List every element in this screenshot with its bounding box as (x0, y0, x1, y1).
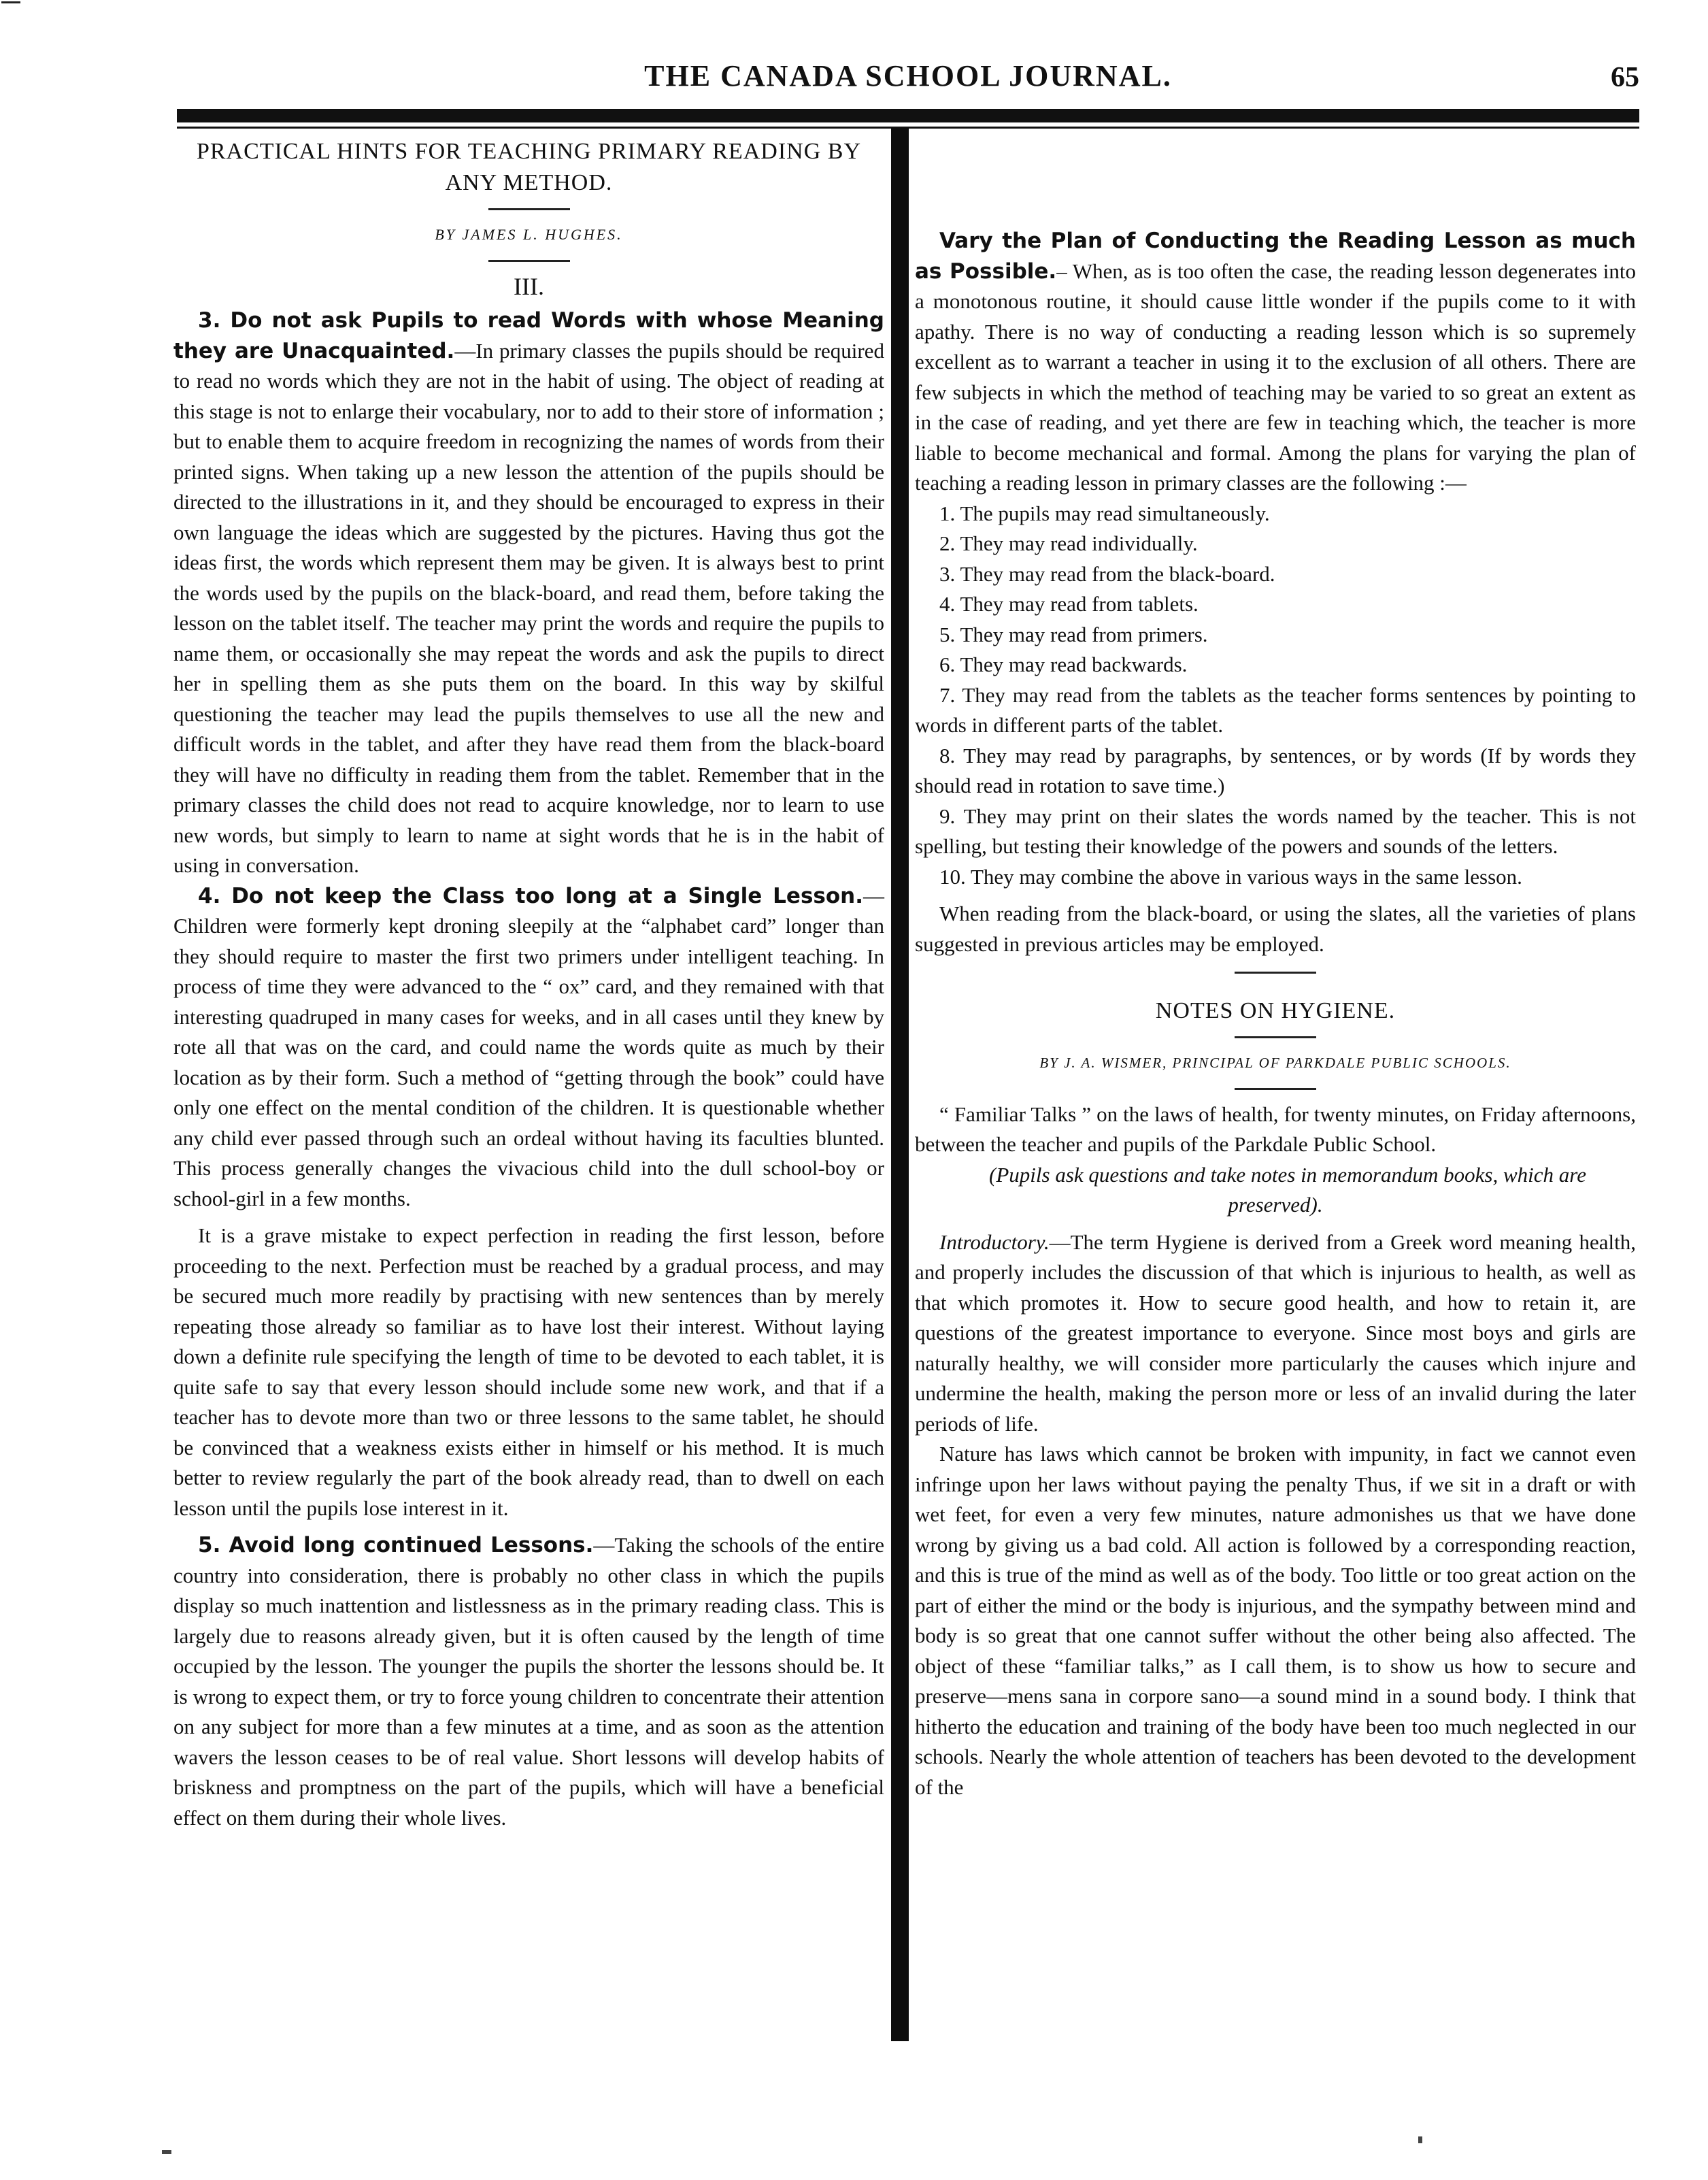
introductory-label: Introductory. (939, 1229, 1050, 1254)
section-5-paragraph (173, 1530, 884, 1833)
list-item: 5. They may read from primers. (939, 622, 1208, 646)
right-column (915, 136, 1636, 1802)
page-header (177, 59, 1639, 106)
hygiene-note: (Pupils ask questions and take notes in memorandum books, which are preserved). (989, 1162, 1586, 1217)
section-3-heading: 3. Do not ask Pupils to read Words with whose Meaning they are Unacquainted. (173, 308, 884, 363)
paragraph-gap (915, 1221, 1636, 1227)
vary-heading: Vary the Plan of Conducting the Reading Lesson as much as Possible. (915, 229, 1636, 284)
vary-body: – When, as is too often the case, the reading lesson degenerates into a monotonous routine, it should cause little wonder if the pupils come to it with apathy. There is no way of conducting a reading lesson which is so supremely excellent as to warrant a teacher in using it to the exclusion of all others. There are few subjects in which the method of teaching may be varied to so great an extent as in the case of reading, and yet there are few in teaching which, the teacher is more liable to become mechanical and formal. Among the plans for varying the plan of teaching a reading lesson in primary classes are the following :— (915, 259, 1636, 495)
list-item: 1. The pupils may read simultaneously. (939, 501, 1270, 525)
list-item: 3. They may read from the black-board. (939, 561, 1275, 586)
section-4-heading: 4. Do not keep the Class too long at a Single Lesson. (198, 883, 863, 908)
section-5-body: —Taking the schools of the entire country into consideration, there is probably no other class in which the pupils display so much inattention and listlessness as in the primary reading class. This is largely due to reasons already given, but it is often caused by the length of time occupied by the lesson. The younger the pupils the shorter the lessons should be. It is wrong to expect them, or try to force young children to concentrate their attention on any subject for more than a few minutes at a time, and as soon as the attention wavers the lesson ceases to be of real value. Short lessons will develop habits of briskness and promptness on the part of the pupils, which will have a beneficial effect on them during their whole lives. (173, 1533, 884, 1830)
paragraph-gap (915, 892, 1636, 899)
left-column (173, 136, 884, 1833)
section-5-heading: 5. Avoid long continued Lessons. (198, 1533, 594, 1557)
list-item: 9. They may print on their slates the words named by the teacher. This is not spelling, but testing their knowledge of the powers and sounds of the letters. (915, 804, 1636, 858)
vary-paragraph (915, 226, 1636, 499)
article-divider (1235, 972, 1316, 974)
page-mark (162, 2150, 171, 2154)
title-divider (1235, 1036, 1316, 1038)
section-3-paragraph (173, 305, 884, 881)
header-rule (177, 109, 1639, 122)
reading-plans-list (915, 499, 1636, 893)
section-4-paragraph-2: It is a grave mistake to expect perfection in reading the first lesson, before proceeding to the next. Perfection must be reached by a gradual process, and may be secured much more readily by practising with new sentences than by merely repeating those already so familiar as to have lost their interest. Without laying down a definite rule specifying the length of time to be devoted to each tablet, it is quite safe to say that every lesson should include some new work, and that if a teacher has to devote more than two or three lessons to the same tablet, he should be convinced that a weakness exists either in himself or his method. It is much better to review regularly the part of the book already read, than to dwell on each lesson until the pupils lose interest in it. (173, 1223, 884, 1520)
introductory-paragraph (915, 1227, 1636, 1440)
byline-divider (1235, 1088, 1316, 1090)
corner-mark (1, 1, 20, 3)
journal-title: THE CANADA SCHOOL JOURNAL. (644, 59, 1172, 93)
title-divider (488, 208, 570, 210)
list-item: 10. They may combine the above in various ways in the same lesson. (939, 864, 1522, 889)
paragraph-gap (173, 1523, 884, 1530)
section-4-body: —Children were formerly kept droning sleepily at the “alphabet card” longer than they should require to master the first two primers under intelligent teaching. In process of time they were advanced to the “ ox” card, and they remained with that interesting quadruped in many cases for weeks, and in all cases until they knew by rote all that was on the card, and could name the words quite as much by their location as by their form. Such a method of “getting through the book” could have only one effect on the mental condition of the children. It is questionable whether any child ever passed through such an ordeal without having its faculties blunted. This process generally changes the vivacious child into the dull school-boy or school-girl in a few months. (173, 883, 884, 1210)
nature-paragraph: Nature has laws which cannot be broken with impunity, in fact we cannot even infringe upon her laws without paying the penalty Thus, if we sit in a draft or with wet feet, for even a very few minutes, nature admonishes us that we have done wrong by giving us a bad cold. All action is followed by a corresponding reaction, and this is true of the mind as well as of the body. Too little or too great action on the part of either the mind or the body is injurious, and the sympathy between mind and body is so great that one cannot suffer without the other being also affected. The object of these “familiar talks,” as I call them, is to show us how to secure and preserve—mens sana in corpore sano—a sound mind in a sound body. I think that hitherto the education and training of the body have been too much neglected in our schools. Nearly the whole attention of teachers has been devoted to the development of the (915, 1442, 1636, 1799)
article-title-hygiene: NOTES ON HYGIENE. (1155, 998, 1396, 1023)
list-item: 6. They may read backwards. (939, 653, 1188, 676)
part-number: III. (514, 272, 544, 300)
list-item: 4. They may read from tablets. (939, 592, 1199, 616)
paragraph-gap (173, 1214, 884, 1221)
column-gutter (891, 128, 909, 2041)
introductory-body: —The term Hygiene is derived from a Greek word meaning health, and properly includes the discussion of that which is injurious to health, as well as that which promotes it. How to secure good health, and how to retain it, are questions of the greatest importance to everyone. Since most boys and girls are naturally healthy, we will consider more particularly the causes which injure and undermine the health, making the person more or less of an invalid during the later periods of life. (915, 1229, 1636, 1436)
section-3-body: —In primary classes the pupils should be required to read no words which they are not in the habit of using. The object of reading at this stage is not to enlarge their vocabulary, nor to add to their store of information ; but to enable them to acquire freedom in recognizing the names of words from their printed signs. When taking up a new lesson the attention of the pupils should be directed to the illustrations in it, and they should be encouraged to express in their own language the ideas which are suggested by the pictures. Having thus got the ideas first, the words which represent them may be given. It is always best to print the words used by the pupils on the black-board, and read them, before taking the lesson on the tablet itself. The teacher may print the words and require the pupils to name them, or occasionally she may repeat the words and ask the pupils to direct her in spelling them as she puts them on the board. In this way by skilful questioning the teacher may lead the pupils themselves to use all the new and difficult words in the tablet, and after they have read them from the black-board they will have no difficulty in reading them from the tablet. Remember that in the primary classes the child does not read to acquire knowledge, nor to learn to use new words, but simply to learn to name at sight words that he is in the habit of using in conversation. (173, 338, 884, 877)
article-byline-hygiene: BY J. A. WISMER, PRINCIPAL OF PARKDALE PUBLIC SCHOOLS. (1039, 1055, 1511, 1071)
closing-paragraph: When reading from the black-board, or using the slates, all the varieties of plans suggested in previous articles may be employed. (915, 902, 1636, 956)
article-title-reading: PRACTICAL HINTS FOR TEACHING PRIMARY READING BY ANY METHOD. (196, 139, 862, 195)
page-number: 65 (1611, 62, 1639, 93)
hygiene-intro: “ Familiar Talks ” on the laws of health, for twenty minutes, on Friday afternoons, between the teacher and pupils of the Parkdale Public School. (915, 1102, 1636, 1156)
list-item: 2. They may read individually. (939, 531, 1198, 555)
list-item: 8. They may read by paragraphs, by sentences, or by words (If by words they should read in rotation to save time.) (915, 743, 1636, 797)
list-item: 7. They may read from the tablets as the teacher forms sentences by pointing to words in different parts of the tablet. (915, 682, 1636, 737)
section-4-paragraph (173, 881, 884, 1215)
byline-divider (488, 260, 570, 262)
article-byline-reading: BY JAMES L. HUGHES. (435, 226, 623, 243)
page-mark (1418, 2136, 1422, 2143)
